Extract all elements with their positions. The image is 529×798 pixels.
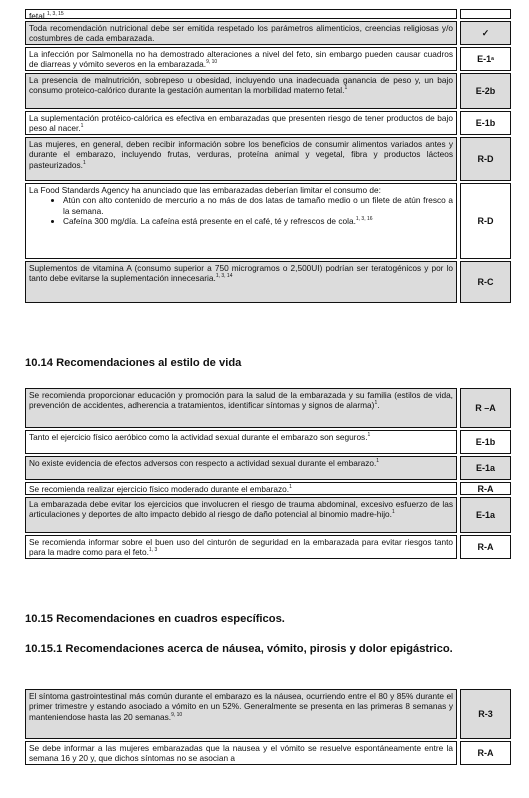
recommendation-text-cell (25, 430, 457, 454)
reference-superscript: 1 (80, 123, 84, 130)
evidence-level-cell: E-1 a (460, 47, 511, 71)
recommendation-text-cell (25, 261, 457, 303)
table-row (25, 111, 511, 135)
cell-text-content: La suplementación protéico-calórica es efectiva en embarazadas que presenten riesgo de tener productos de bajo peso al nacer. (29, 113, 453, 134)
cell-text-content: fetal. (29, 11, 47, 21)
reference-superscript: 1, 3 (148, 547, 158, 554)
checkmark-icon: ✓ (481, 27, 490, 38)
cell-text-content: La Food Standards Agency ha anunciado que las embarazadas deberían limitar el consumo de: (29, 185, 381, 195)
reference-superscript: 9, 10 (206, 59, 218, 66)
recommendation-text-cell (25, 137, 457, 181)
table-row (25, 388, 511, 428)
evidence-level-code: R-D (477, 154, 494, 164)
reference-superscript: 1 (344, 85, 348, 92)
reference-superscript: 1, 3, 16 (355, 216, 373, 223)
table-row (25, 689, 511, 739)
recommendation-text-cell (25, 482, 457, 495)
table-row (25, 21, 511, 45)
evidence-level-code: E-1b (475, 437, 496, 447)
table-row (25, 261, 511, 303)
cell-text-content: Toda recomendación nutricional debe ser emitida respetado los parámetros alimenticios, creencias religiosas y/o costumbres de cada embarazada. (29, 23, 453, 44)
cell-text-content: Se recomienda informar sobre el buen uso del cinturón de seguridad en la embarazada para evitar riesgos tanto para la madre como para el feto. (29, 537, 453, 558)
bullet-item (63, 216, 453, 226)
evidence-level-code: R-D (477, 216, 494, 226)
cell-text-content: Se debe informar a las mujeres embarazadas que la nausea y el vómito se resuelve espontáneamente entre la semana 16 y 20 y, que dichos síntomas no se asocian a (29, 743, 453, 764)
recommendation-text-cell (25, 689, 457, 739)
evidence-level-code: R-A (477, 542, 494, 552)
table-row (25, 482, 511, 495)
recommendation-text-cell (25, 9, 457, 19)
evidence-level-cell (460, 183, 511, 259)
table-row (25, 741, 511, 765)
evidence-level-code: R –A (475, 403, 496, 413)
cell-text-content: Se recomienda proporcionar educación y promoción para la salud de la embarazada y su familia (estilos de vida, prevención de accidentes, adherencia a tratamientos, identificar síntomas y signos de alarma) (29, 390, 453, 411)
evidence-level-cell (460, 689, 511, 739)
recommendation-text-cell (25, 73, 457, 109)
reference-superscript: 1, 3, 14 (215, 273, 233, 280)
cell-text-content: Cafeína 300 mg/día. La cafeína está presente en el café, té y refrescos de cola. (63, 216, 356, 227)
evidence-level-cell (460, 497, 511, 533)
cell-text-content: Atún con alto contenido de mercurio a no más de dos latas de tamaño medio o un filete de atún fresco a la semana. (63, 195, 453, 216)
recommendation-text-cell (25, 388, 457, 428)
recommendation-text-cell (25, 535, 457, 559)
cell-text-content: Tanto el ejercicio físico aeróbico como la actividad sexual durante el embarazo son seguros. (29, 432, 368, 442)
evidence-level-cell (460, 456, 511, 480)
recommendation-text-cell (25, 47, 457, 71)
recommendations-table-nutrition (25, 9, 511, 305)
section-heading-10-14: 10.14 Recomendaciones al estilo de vida (25, 357, 242, 369)
table-row (25, 47, 511, 71)
cell-text-content: No existe evidencia de efectos adversos con respecto a actividad sexual durante el embarazo. (29, 458, 377, 468)
bullet-item (63, 195, 453, 216)
evidence-level-cell (460, 73, 511, 109)
recommendation-text-cell (25, 741, 457, 765)
evidence-level-cell (460, 111, 511, 135)
reference-superscript: 1 (374, 400, 378, 407)
evidence-level-code: E-1a (475, 510, 495, 520)
recommendation-text-cell (25, 21, 457, 45)
section-heading-10-15: 10.15 Recomendaciones en cuadros específicos. (25, 613, 285, 625)
table-row (25, 535, 511, 559)
evidence-level-code: E-2b (475, 86, 496, 96)
table-row (25, 430, 511, 454)
recommendation-text-cell (25, 183, 457, 259)
evidence-level-code: R-A (477, 748, 494, 758)
evidence-level-cell (460, 21, 511, 45)
recommendation-text-cell (25, 497, 457, 533)
evidence-level-cell (460, 535, 511, 559)
recommendations-table-nausea (25, 689, 511, 767)
cell-text-content: El síntoma gastrointestinal más común durante el embarazo es la náusea, ocurriendo entre el 80 y 85% durante el primer trimestre y estando asociado a vómito en un 52%. Generalmente se presenta en las primeras 8 semanas y manteniendose hasta las 20 semanas. (29, 691, 453, 722)
evidence-level-cell (460, 741, 511, 765)
reference-superscript: 1 (376, 458, 380, 465)
cell-text-content: La infección por Salmonella no ha demostrado alteraciones a nivel del feto, sin embargo pueden causar cuadros de diarreas y vómito severos en la embarazada. (29, 49, 453, 70)
table-row (25, 497, 511, 533)
reference-superscript: 1, 3, 15 (47, 11, 64, 18)
recommendations-table-lifestyle (25, 388, 511, 561)
table-row (25, 73, 511, 109)
evidence-level-cell (460, 9, 511, 19)
table-row (25, 183, 511, 259)
reference-superscript: 9, 10 (171, 712, 183, 719)
reference-superscript: 1 (289, 484, 292, 491)
evidence-level-cell (460, 137, 511, 181)
recommendation-text-cell (25, 111, 457, 135)
evidence-level-cell (460, 261, 511, 303)
evidence-level-code: R-3 (478, 709, 493, 719)
cell-text-content: Las mujeres, en general, deben recibir información sobre los beneficios de consumir alimentos variados antes y durante el embarazo, incluyendo frutas, verduras, proteína animal y vegetal, fibra y productos lácteos pasteurizados. (29, 139, 453, 170)
section-heading-10-15-1: 10.15.1 Recomendaciones acerca de náusea, vómito, pirosis y dolor epigástrico. (25, 643, 453, 655)
evidence-level-cell (460, 388, 511, 428)
evidence-level-cell (460, 430, 511, 454)
evidence-level-code: E-1 (477, 54, 492, 64)
cell-text-content: Se recomienda realizar ejercicio físico moderado durante el embarazo. (29, 484, 290, 494)
trailing-punctuation: . (377, 400, 380, 411)
evidence-level-cell (460, 482, 511, 495)
bullet-list (29, 195, 453, 226)
evidence-level-code: E-1a (475, 463, 495, 473)
cell-text-content: La presencia de malnutrición, sobrepeso u obesidad, incluyendo una inadecuada ganancia de peso y, un bajo consumo proteico-calórico durante la gestación aumentan la morbilidad materno fetal. (29, 75, 453, 96)
reference-superscript: 1 (391, 509, 395, 516)
table-row (25, 9, 511, 19)
reference-superscript: 1 (82, 160, 86, 167)
evidence-level-code: E-1b (475, 118, 496, 128)
cell-text-content: La embarazada debe evitar los ejercicios que involucren el riesgo de trauma abdominal, excesivo esfuerzo de las articulaciones y deportes de alto impacto debido al riesgo de daño potencial al binomio madre-hijo. (29, 499, 453, 520)
reference-superscript: 1 (367, 432, 371, 439)
table-row (25, 456, 511, 480)
evidence-level-code: R-A (477, 483, 494, 494)
table-row (25, 137, 511, 181)
recommendation-text-cell (25, 456, 457, 480)
cell-text-content: Suplementos de vitamina A (consumo superior a 750 microgramos o 2,500UI) podrían ser teratogénicos y por lo tanto debe evitarse la suplementación innecesaria. (29, 263, 453, 284)
evidence-level-code: R-C (477, 277, 494, 287)
